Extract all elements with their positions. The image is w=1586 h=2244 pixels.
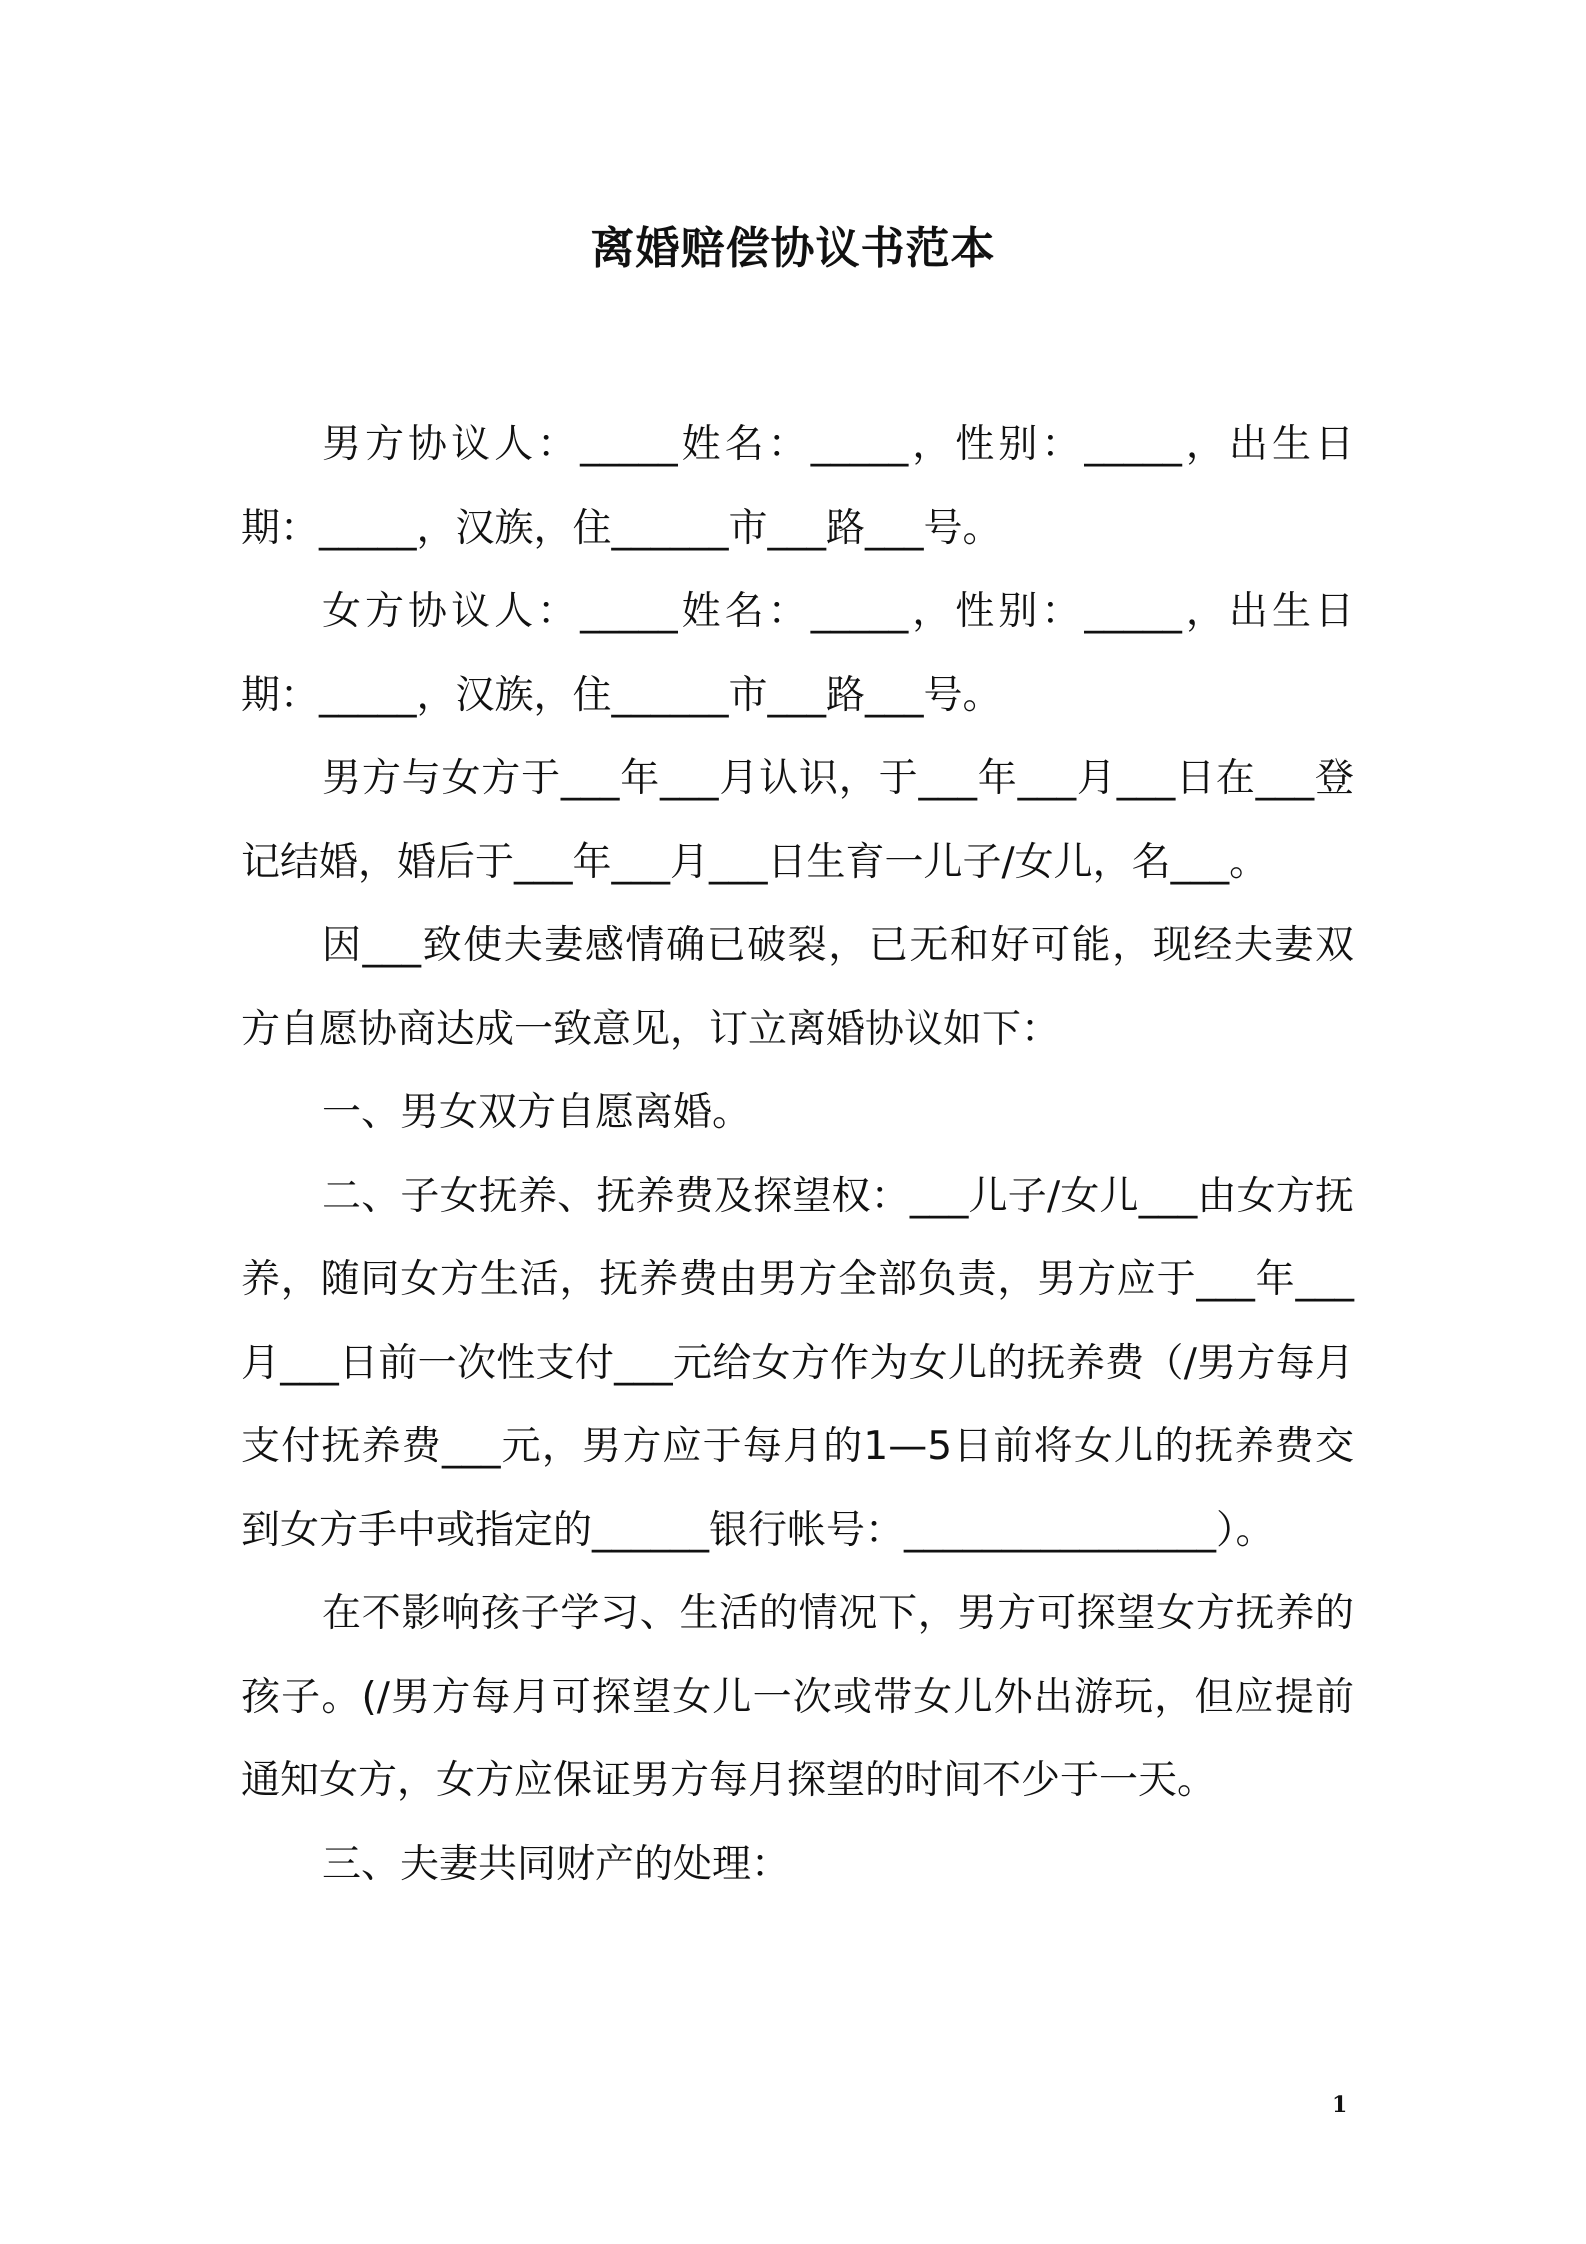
paragraph-male-party: 男方协议人：_____姓名：_____，性别：_____，出生日期：_____，汉族，住______市___路___号。 — [241, 422, 1354, 551]
clause-2-child-custody: 二、子女抚养、抚养费及探望权：___儿子/女儿___由女方抚养，随同女方生活，抚养费由男方全部负责，男方应于___年___月___日前一次性支付___元给女方作为女儿的抚养费（/男方每月支付抚养费___元，男方应于每月的1—5日前将女儿的抚养费交到女方手中或指定的______银行帐号：________________）。 — [241, 1173, 1354, 1553]
paragraph-female-party: 女方协议人：_____姓名：_____，性别：_____，出生日期：_____，汉族，住______市___路___号。 — [241, 589, 1354, 718]
clause-1-voluntary-divorce: 一、男女双方自愿离婚。 — [322, 1090, 752, 1135]
page-number: 1 — [1332, 2092, 1348, 2118]
paragraph-marriage-history: 男方与女方于___年___月认识，于___年___月___日在___登记结婚，婚后于___年___月___日生育一儿子/女儿，名___。 — [241, 756, 1354, 885]
document-body — [241, 403, 1354, 1906]
paragraph-visitation-rights: 在不影响孩子学习、生活的情况下，男方可探望女方抚养的孩子。(/男方每月可探望女儿一次或带女儿外出游玩，但应提前通知女方，女方应保证男方每月探望的时间不少于一天。 — [241, 1591, 1354, 1803]
clause-3-property-heading: 三、夫妻共同财产的处理： — [322, 1841, 791, 1887]
document-title: 离婚赔偿协议书范本 — [590, 223, 996, 274]
paragraph-reason-for-divorce: 因___致使夫妻感情确已破裂，已无和好可能，现经夫妻双方自愿协商达成一致意见，订立离婚协议如下： — [241, 923, 1354, 1052]
